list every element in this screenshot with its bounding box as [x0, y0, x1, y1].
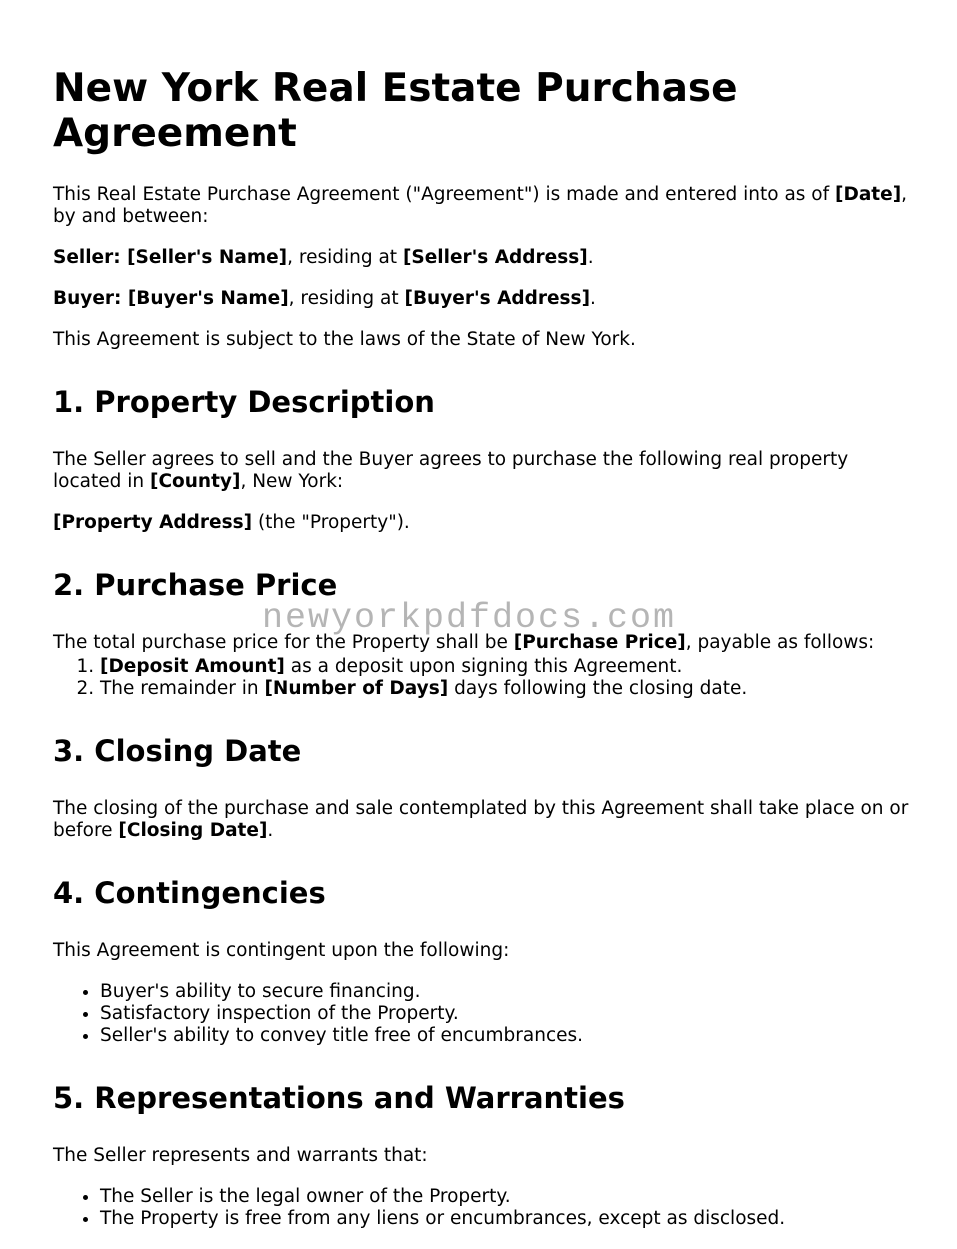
- contingencies-intro: This Agreement is contingent upon the following:: [53, 940, 510, 961]
- buyer-address: [Buyer's Address]: [404, 288, 591, 309]
- buyer-end: .: [590, 288, 596, 309]
- buyer-label: Buyer: [Buyer's Name]: [53, 288, 289, 309]
- date-placeholder: [Date]: [835, 184, 902, 205]
- intro-text: This Real Estate Purchase Agreement ("Agreement") is made and entered into as of: [53, 184, 836, 205]
- closing-date-placeholder: [Closing Date]: [118, 820, 268, 841]
- buyer-mid: , residing at: [288, 288, 405, 309]
- price-text: The total purchase price for the Property shall be: [53, 632, 514, 653]
- property-address-paragraph: [53, 512, 913, 534]
- intro-paragraph: [53, 184, 913, 228]
- closing-text: The closing of the purchase and sale contemplated by this Agreement shall take place on or before: [53, 798, 909, 841]
- days-placeholder: [Number of Days]: [264, 678, 449, 699]
- seller-address: [Seller's Address]: [402, 247, 588, 268]
- price-text-end: , payable as follows:: [685, 632, 875, 653]
- list-item: • Buyer's ability to secure financing.: [100, 981, 913, 1003]
- price-paragraph: [53, 632, 913, 654]
- list-item: • Seller's ability to convey title free of encumbrances.: [100, 1025, 913, 1047]
- closing-paragraph: [53, 798, 913, 842]
- section-heading-warranties: 5. Representations and Warranties: [53, 1081, 625, 1115]
- section-heading-closing: 3. Closing Date: [53, 734, 302, 768]
- seller-end: .: [587, 247, 594, 268]
- deposit-placeholder: [Deposit Amount]: [100, 656, 285, 677]
- section-heading-price: 2. Purchase Price: [53, 568, 338, 602]
- seller-paragraph: [53, 247, 913, 269]
- price-placeholder: [Purchase Price]: [513, 632, 686, 653]
- buyer-paragraph: [53, 288, 913, 310]
- list-item: • The Property is free from any liens or encumbrances, except as disclosed.: [100, 1208, 913, 1230]
- payment-list: [53, 656, 913, 700]
- property-paragraph: [53, 449, 913, 493]
- property-text-end: , New York:: [240, 471, 344, 492]
- remainder-text-end: days following the closing date.: [448, 678, 748, 699]
- property-address-after: (the "Property").: [252, 512, 410, 533]
- section-heading-property: 1. Property Description: [53, 385, 435, 419]
- governing-law: This Agreement is subject to the laws of the State of New York.: [53, 329, 636, 350]
- seller-label: Seller: [Seller's Name]: [53, 247, 288, 268]
- property-address-placeholder: [Property Address]: [53, 512, 253, 533]
- property-text: The Seller agrees to sell and the Buyer agrees to purchase the following real property located in: [53, 449, 849, 492]
- closing-text-end: .: [267, 820, 274, 841]
- watermark: newyorkpdfdocs.com: [262, 598, 677, 638]
- deposit-text: as a deposit upon signing this Agreement.: [284, 656, 683, 677]
- page-title: New York Real Estate Purchase Agreement: [53, 66, 738, 156]
- list-item: • Satisfactory inspection of the Property.: [100, 1003, 913, 1025]
- seller-mid: , residing at: [287, 247, 403, 268]
- list-item: [100, 678, 913, 700]
- county-placeholder: [County]: [149, 471, 241, 492]
- intro-text-end: , by and between:: [53, 184, 908, 227]
- document-page: [53, 66, 913, 1249]
- warranties-intro: The Seller represents and warrants that:: [53, 1145, 428, 1166]
- contingencies-list: [53, 981, 913, 1047]
- list-item: [100, 656, 913, 678]
- list-item: • The Seller is the legal owner of the Property.: [100, 1186, 913, 1208]
- section-heading-contingencies: 4. Contingencies: [53, 876, 326, 910]
- warranties-list: [53, 1186, 913, 1230]
- remainder-text: The remainder in: [100, 678, 265, 699]
